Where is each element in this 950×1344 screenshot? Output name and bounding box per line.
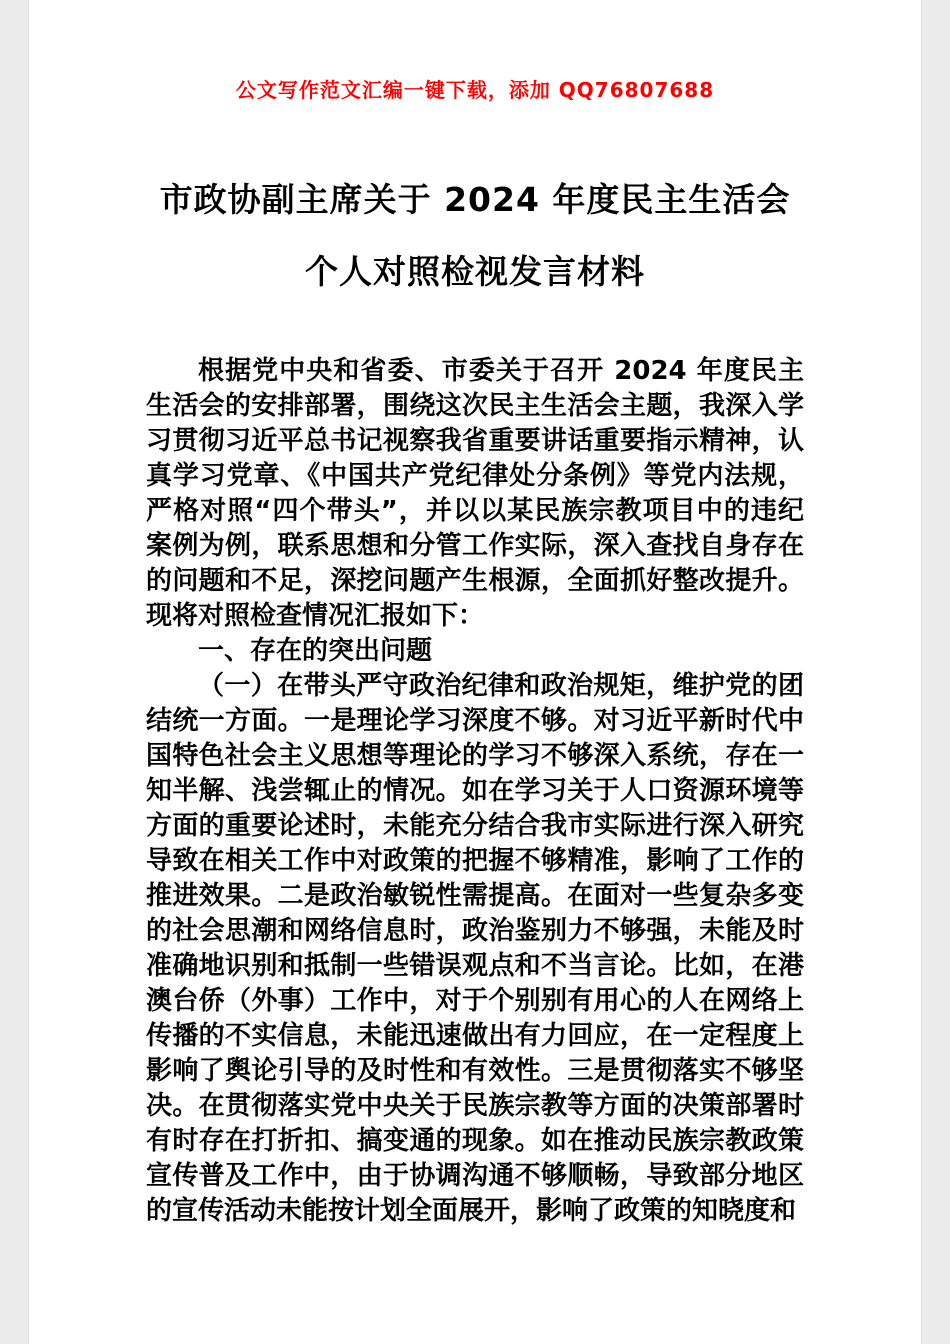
promo-notice: 公文写作范文汇编一键下载，添加 QQ76807688 (235, 78, 715, 102)
document-page (28, 0, 922, 1344)
paragraph-section-heading: 一、存在的突出问题 (198, 636, 433, 666)
document-body (146, 354, 804, 1229)
document-title: 市政协副主席关于 2024 年度民主生活会个人对照检视发言材料 (159, 180, 791, 291)
paragraph-intro: 根据党中央和省委、市委关于召开 2024 年度民主生活会的安排部署，围绕这次民主生活会主题，我深入学习贯彻习近平总书记视察我省重要讲话重要指示精神，认真学习党章、《中国共产党纪律处分条例》等党内法规，严格对照“四个带头”，并以以某民族宗教项目中的违纪案例为例，联系思想和分管工作实际，深入查找自身存在的问题和不足，深挖问题产生根源，全面抓好整改提升。现将对照检查情况汇报如下： (146, 356, 804, 631)
paragraph-section-one: （一）在带头严守政治纪律和政治规矩，维护党的团结统一方面。一是理论学习深度不够。对习近平新时代中国特色社会主义思想等理论的学习不够深入系统，存在一知半解、浅尝辄止的情况。如在学习关于人口资源环境等方面的重要论述时，未能充分结合我市实际进行深入研究导致在相关工作中对政策的把握不够精准，影响了工作的推进效果。二是政治敏锐性需提高。在面对一些复杂多变的社会思潮和网络信息时，政治鉴别力不够强，未能及时准确地识别和抵制一些错误观点和不当言论。比如，在港澳台侨（外事）工作中，对于个别别有用心的人在网络上传播的不实信息，未能迅速做出有力回应，在一定程度上影响了舆论引导的及时性和有效性。三是贯彻落实不够坚决。在贯彻落实党中央关于民族宗教等方面的决策部署时有时存在打折扣、搞变通的现象。如在推动民族宗教政策宣传普及工作中，由于协调沟通不够顺畅，导致部分地区的宣传活动未能按计划全面展开，影响了政策的知晓度和 (146, 671, 804, 1226)
